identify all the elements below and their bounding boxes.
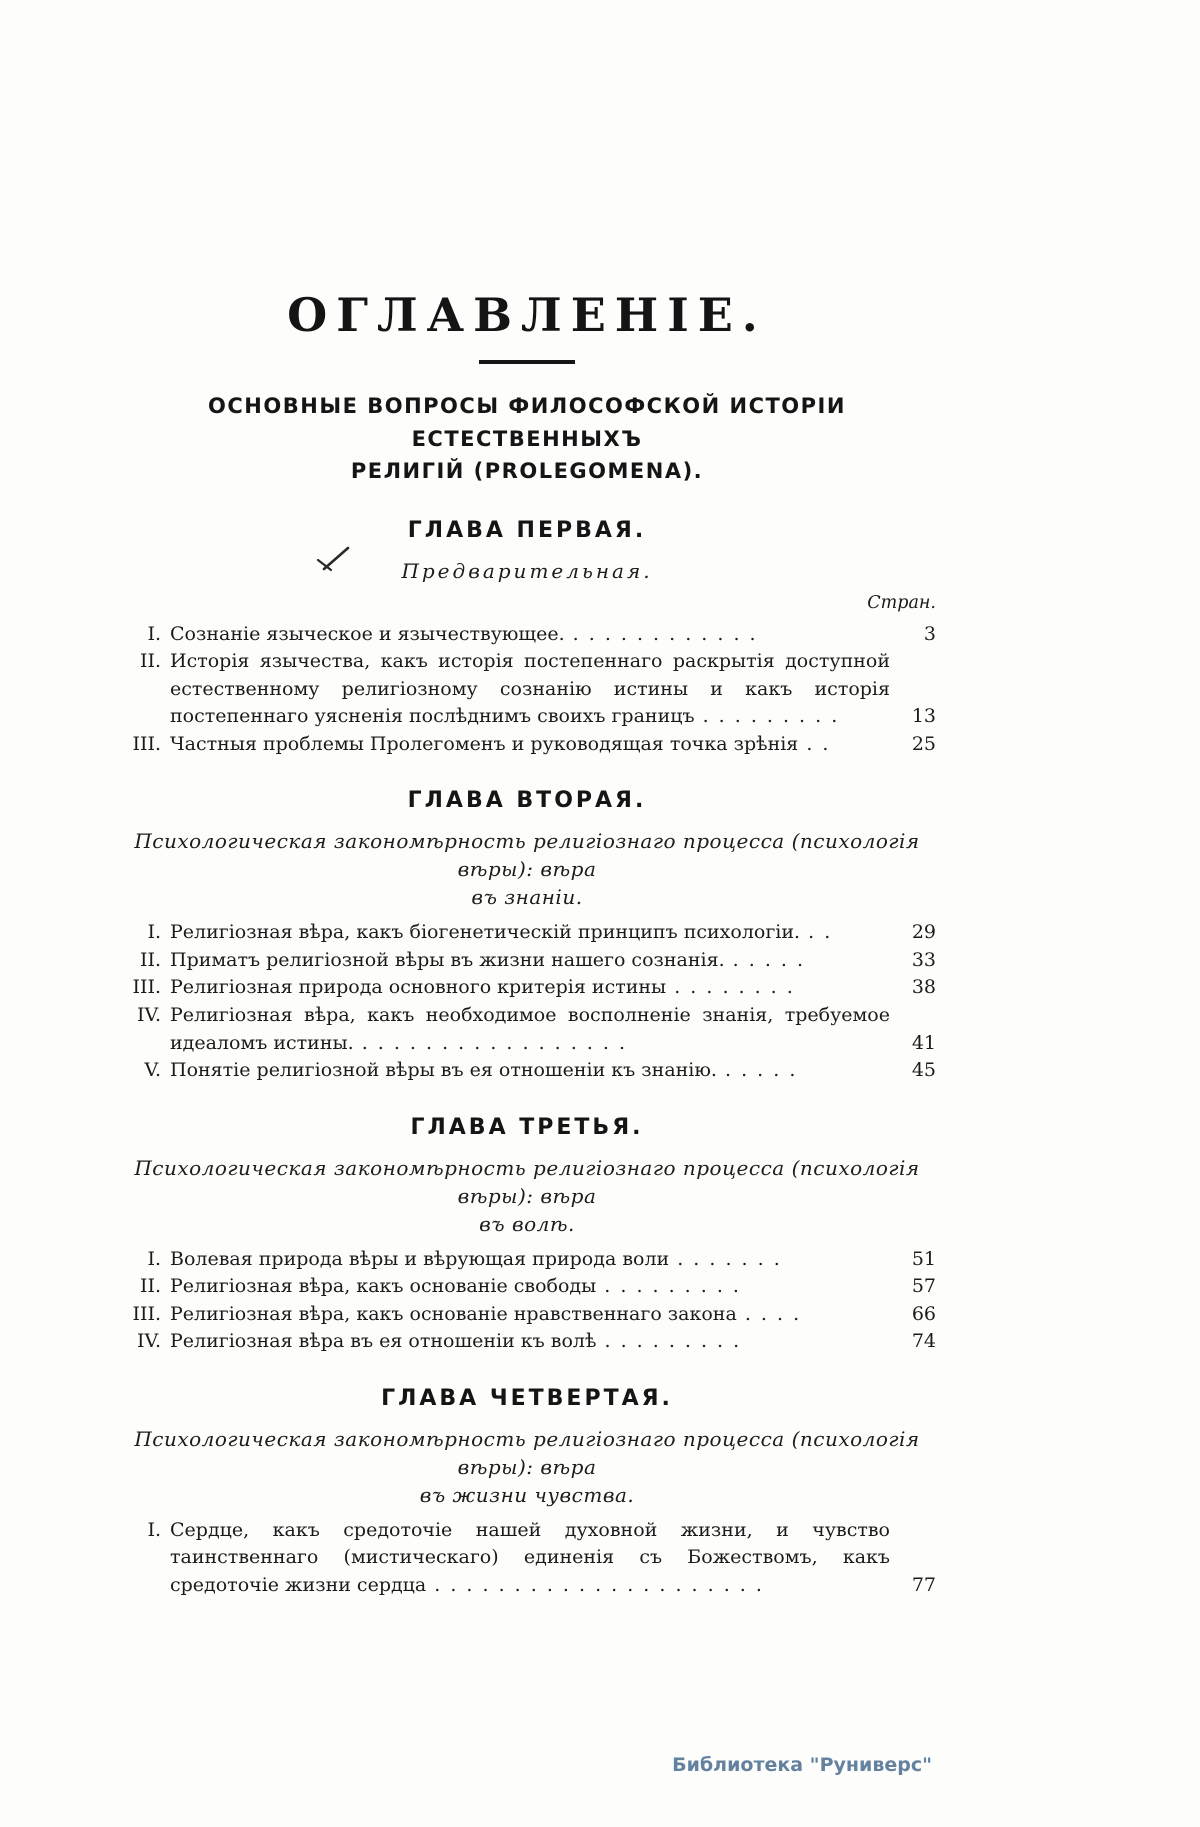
toc-item-number: III. [132, 1302, 161, 1325]
book-subtitle [118, 390, 936, 488]
toc-item-page: 77 [911, 1573, 936, 1596]
toc-item-page: 45 [911, 1059, 936, 1082]
toc-item-dots: . . . . . . . [669, 1247, 782, 1270]
toc-item-entry [170, 1246, 890, 1274]
chapter-subheading: Предварительная. [401, 558, 653, 583]
toc-list [118, 1246, 936, 1356]
chapter-subheading-line1: Психологическая закономѣрность религіознаго процесса (психологія вѣры): вѣра [134, 829, 920, 882]
chapter-heading: ГЛАВА ВТОРАЯ. [407, 788, 647, 814]
chapter-subheading [118, 1154, 936, 1238]
chapter-subheading-line2: въ жизни чувства. [419, 1482, 635, 1507]
toc-item-title: Религіозная вѣра, какъ основаніе свободы [170, 1275, 597, 1298]
library-watermark: Библиотека "Руниверс" [672, 1754, 932, 1776]
toc-item-page: 25 [911, 732, 936, 755]
toc-item-number: II. [139, 948, 161, 971]
toc-item-entry [170, 947, 890, 975]
chapter-subheading [118, 827, 936, 911]
toc-item-dots: . . . . . . . . [666, 976, 795, 999]
toc-list [118, 1517, 936, 1600]
toc-item-title: Религіозная вѣра, какъ основаніе нравственнаго закона [170, 1302, 737, 1325]
toc-item-title: Понятіе религіозной вѣры въ ея отношеніи къ знанію. [170, 1059, 717, 1082]
toc-item-dots: . . . . . . . . . . . . [564, 622, 758, 645]
toc-item-dots: . . . . [736, 1302, 802, 1325]
chapter-subheading-row [118, 1154, 936, 1238]
toc-item-title: Исторія язычества, какъ исторія постепеннаго раскрытія доступной естественному религіозному сознанію истины и какъ исторія постепеннаго уясненія послѣднимъ своихъ границъ [170, 650, 890, 728]
toc-item [118, 1517, 936, 1600]
toc-item-number: V. [144, 1059, 161, 1082]
page-column-header: Стран. [867, 592, 936, 613]
toc-item [118, 974, 936, 1002]
toc-item [118, 947, 936, 975]
toc-item-entry [170, 1273, 890, 1301]
toc-item-dots: . . . . . . . . . [694, 705, 840, 728]
toc-item-page: 41 [911, 1031, 936, 1054]
toc-item [118, 1002, 936, 1057]
chapter-section-1 [118, 518, 936, 759]
toc-item-number: III. [132, 732, 161, 755]
chapter-heading: ГЛАВА ПЕРВАЯ. [407, 517, 647, 543]
toc-item-title: Приматъ религіозной вѣры въ жизни нашего сознанія. [170, 948, 725, 971]
toc-item [118, 648, 936, 731]
toc-item-entry [170, 731, 890, 759]
toc-item-dots: . . [800, 921, 833, 944]
toc-item-page: 33 [911, 948, 936, 971]
toc-item-entry [170, 1057, 890, 1085]
toc-item [118, 1273, 936, 1301]
toc-item [118, 731, 936, 759]
toc-item-title: Волевая природа вѣры и вѣрующая природа воли [170, 1247, 670, 1270]
toc-item-page: 66 [911, 1302, 936, 1325]
toc-item-page: 51 [911, 1247, 936, 1270]
toc-item-page: 38 [911, 976, 936, 999]
book-subtitle-line2: РЕЛИГІЙ (PROLEGOMENA). [350, 459, 704, 484]
toc-item-title: Религіозная вѣра, какъ необходимое восполненіе знанія, требуемое идеаломъ истины. [170, 1004, 890, 1054]
toc-item-entry [170, 1002, 890, 1057]
toc-item-entry [170, 1328, 890, 1356]
title-divider [479, 360, 575, 364]
toc-item-dots: . . . . . [716, 1059, 798, 1082]
toc-item-dots: . . . . . . . . . . . . . . . . . . . . . [426, 1573, 764, 1596]
toc-item-number: III. [132, 976, 161, 999]
toc-item-entry [170, 1517, 890, 1600]
chapter-subheading-line2: въ знаніи. [471, 885, 583, 910]
toc-item-title: Религіозная вѣра въ ея отношеніи къ волѣ [170, 1330, 597, 1353]
toc-item-entry [170, 919, 890, 947]
toc-item-number: I. [147, 622, 161, 645]
toc-item [118, 621, 936, 649]
chapter-section-2 [118, 788, 936, 1084]
page-content [118, 0, 936, 1599]
toc-list [118, 621, 936, 759]
toc-item-title: Религіозная природа основного критерія истины [170, 976, 667, 999]
toc-item-dots: . . . . . . . . . [596, 1330, 742, 1353]
chapter-subheading-line2: въ волѣ. [479, 1211, 575, 1236]
toc-item-entry [170, 648, 890, 731]
toc-item-title: Сердце, какъ средоточіе нашей духовной жизни, и чувство таинственнаго (мистическаго) единенія съ Божествомъ, какъ средоточіе жизни сердца [170, 1518, 890, 1596]
toc-item-dots: . . . . . [724, 948, 806, 971]
chapter-subheading-line1: Психологическая закономѣрность религіознаго процесса (психологія вѣры): вѣра [134, 1155, 920, 1208]
toc-item-title: Сознаніе языческое и язычествующее. [170, 622, 565, 645]
toc-item-page: 13 [911, 705, 936, 728]
toc-item-number: I. [147, 1518, 161, 1541]
toc-item-number: I. [147, 921, 161, 944]
toc-item-number: IV. [137, 1330, 161, 1353]
handwritten-mark-icon [314, 543, 358, 579]
toc-item [118, 1301, 936, 1329]
chapter-section-4 [118, 1386, 936, 1600]
toc-item-number: I. [147, 1247, 161, 1270]
chapter-heading: ГЛАВА ТРЕТЬЯ. [410, 1114, 644, 1140]
page-title: ОГЛАВЛЕНІЕ. [287, 288, 767, 342]
toc-item-page: 57 [911, 1275, 936, 1298]
toc-item-page: 29 [911, 921, 936, 944]
chapter-section-3 [118, 1115, 936, 1356]
toc-item-dots: . . . . . . . . . [596, 1275, 741, 1298]
toc-item-page: 74 [911, 1330, 936, 1353]
toc-item [118, 1057, 936, 1085]
toc-item [118, 919, 936, 947]
toc-item-entry [170, 974, 890, 1002]
chapter-subheading-line1: Психологическая закономѣрность религіознаго процесса (психологія вѣры): вѣра [134, 1426, 920, 1479]
toc-item [118, 1328, 936, 1356]
toc-item-title: Религіозная вѣра, какъ біогенетическій принципъ психологіи. [170, 921, 801, 944]
chapter-subheading-row [118, 557, 936, 585]
toc-item-number: IV. [137, 1004, 161, 1027]
book-subtitle-line1: ОСНОВНЫЕ ВОПРОСЫ ФИЛОСОФСКОЙ ИСТОРІИ ЕСТЕСТВЕННЫХЪ [208, 394, 846, 451]
toc-item-number: II. [139, 1275, 161, 1298]
toc-item-dots: . . . . . . . . . . . . . . . . . [353, 1031, 628, 1054]
chapter-subheading [118, 1425, 936, 1509]
toc-list [118, 919, 936, 1084]
toc-item-page: 3 [923, 622, 936, 645]
toc-item [118, 1246, 936, 1274]
toc-item-title: Частныя проблемы Пролегоменъ и руководящая точка зрѣнія [170, 732, 799, 755]
chapter-heading: ГЛАВА ЧЕТВЕРТАЯ. [381, 1385, 673, 1411]
chapter-subheading-row [118, 827, 936, 911]
toc-item-entry [170, 1301, 890, 1329]
toc-item-entry [170, 621, 890, 649]
toc-item-number: II. [139, 650, 161, 673]
chapter-subheading-row [118, 1425, 936, 1509]
toc-item-dots: . . [798, 732, 831, 755]
